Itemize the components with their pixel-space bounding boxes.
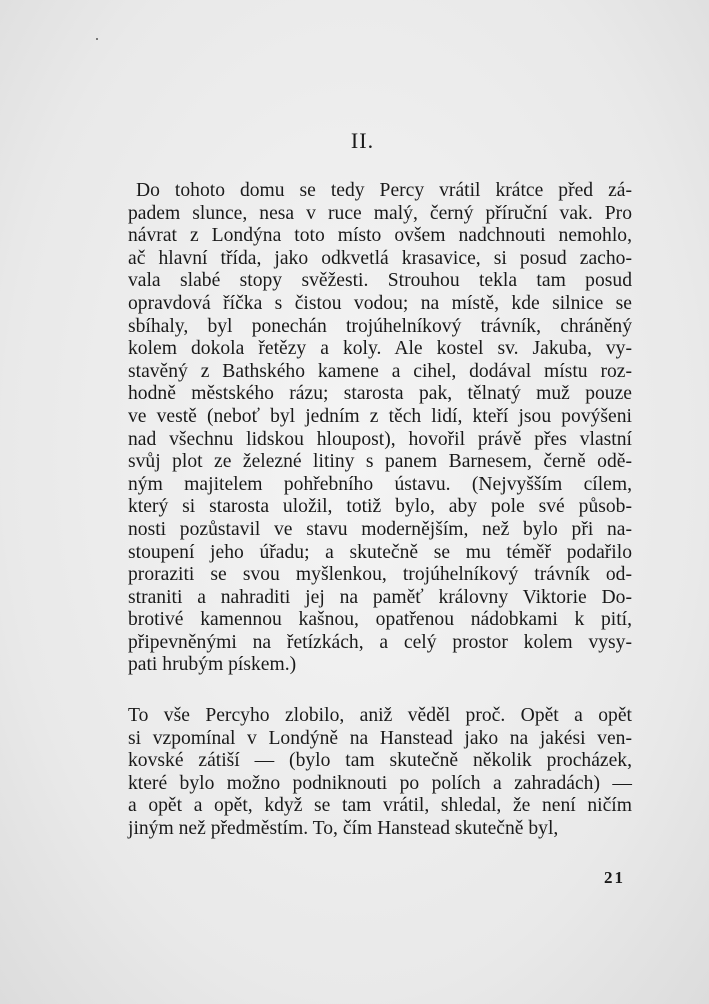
text-line: připevněnými na řetízkách, a celý prostor kolem vysy- (128, 631, 632, 653)
text-line: proraziti se svou myšlenkou, trojúhelníkový trávník od- (128, 564, 632, 586)
speck (96, 38, 98, 40)
text-line: vala slabé stopy svěžesti. Strouhou tekla tam posud (128, 270, 632, 292)
text-line: padem slunce, nesa v ruce malý, černý příruční vak. Pro (128, 202, 632, 224)
text-line: pati hrubým pískem.) (128, 654, 297, 676)
text-line: stoupení jeho úřadu; a skutečně se mu téměř podařilo (128, 541, 632, 563)
page-number: 21 (604, 868, 625, 887)
text-line: si vzpomínal v Londýně na Hanstead jako na jakési ven- (128, 727, 632, 749)
text-line: nad všechnu lidskou hloupost), hovořil právě přes vlastní (128, 428, 632, 450)
text-line: hodně městského rázu; starosta pak, tělnatý muž pouze (128, 383, 632, 405)
text-line: stavěný z Bathského kamene a cihel, dodával místu roz- (128, 360, 632, 382)
text-line: Do tohoto domu se tedy Percy vrátil krátce před zá- (136, 180, 632, 201)
text-line: jiným než předměstím. To, čím Hanstead skutečně byl, (128, 817, 559, 839)
text-line: které bylo možno podniknouti po polích a zahradách) — (128, 772, 632, 794)
text-line: kovské zátiší — (bylo tam skutečně několik procházek, (128, 750, 632, 772)
text-line: brotivé kamennou kašnou, opatřenou nádobkami k pití, (128, 609, 632, 631)
text-line: straniti a nahraditi jej na paměť královny Viktorie Do- (128, 586, 632, 608)
text-line: ve vestě (neboť byl jedním z těch lidí, kteří jsou povýšeni (128, 405, 632, 427)
text-line: kolem dokola řetězy a koly. Ale kostel sv. Jakuba, vy- (128, 338, 632, 360)
text-line: který si starosta uložil, totiž bylo, aby pole své působ- (128, 496, 632, 518)
text-line: návrat z Londýna toto místo ovšem nadchnouti nemohlo, (128, 225, 632, 247)
text-line: a opět a opět, když se tam vrátil, shledal, že není ničím (128, 795, 632, 817)
text-line: opravdová říčka s čistou vodou; na místě, kde silnice se (128, 292, 632, 314)
text-line: sbíhaly, byl ponechán trojúhelníkový trávník, chráněný (128, 315, 632, 337)
text-line: To vše Percyho zlobilo, aniž věděl proč. Opět a opět (128, 705, 632, 726)
text-line: ným majitelem pohřebního ústavu. (Nejvyšším cílem, (128, 473, 632, 495)
paragraph-1 (128, 180, 632, 677)
text-line: ač hlavní třída, jako odkvetlá krasavice, si posud zacho- (128, 247, 632, 269)
text-line: nosti pozůstavil ve stavu modernějším, než bylo při na- (128, 518, 632, 540)
text-line: svůj plot ze železné litiny s panem Barnesem, černě odě- (128, 451, 632, 473)
paragraph-2 (128, 705, 632, 841)
chapter-heading: II. (350, 128, 375, 153)
